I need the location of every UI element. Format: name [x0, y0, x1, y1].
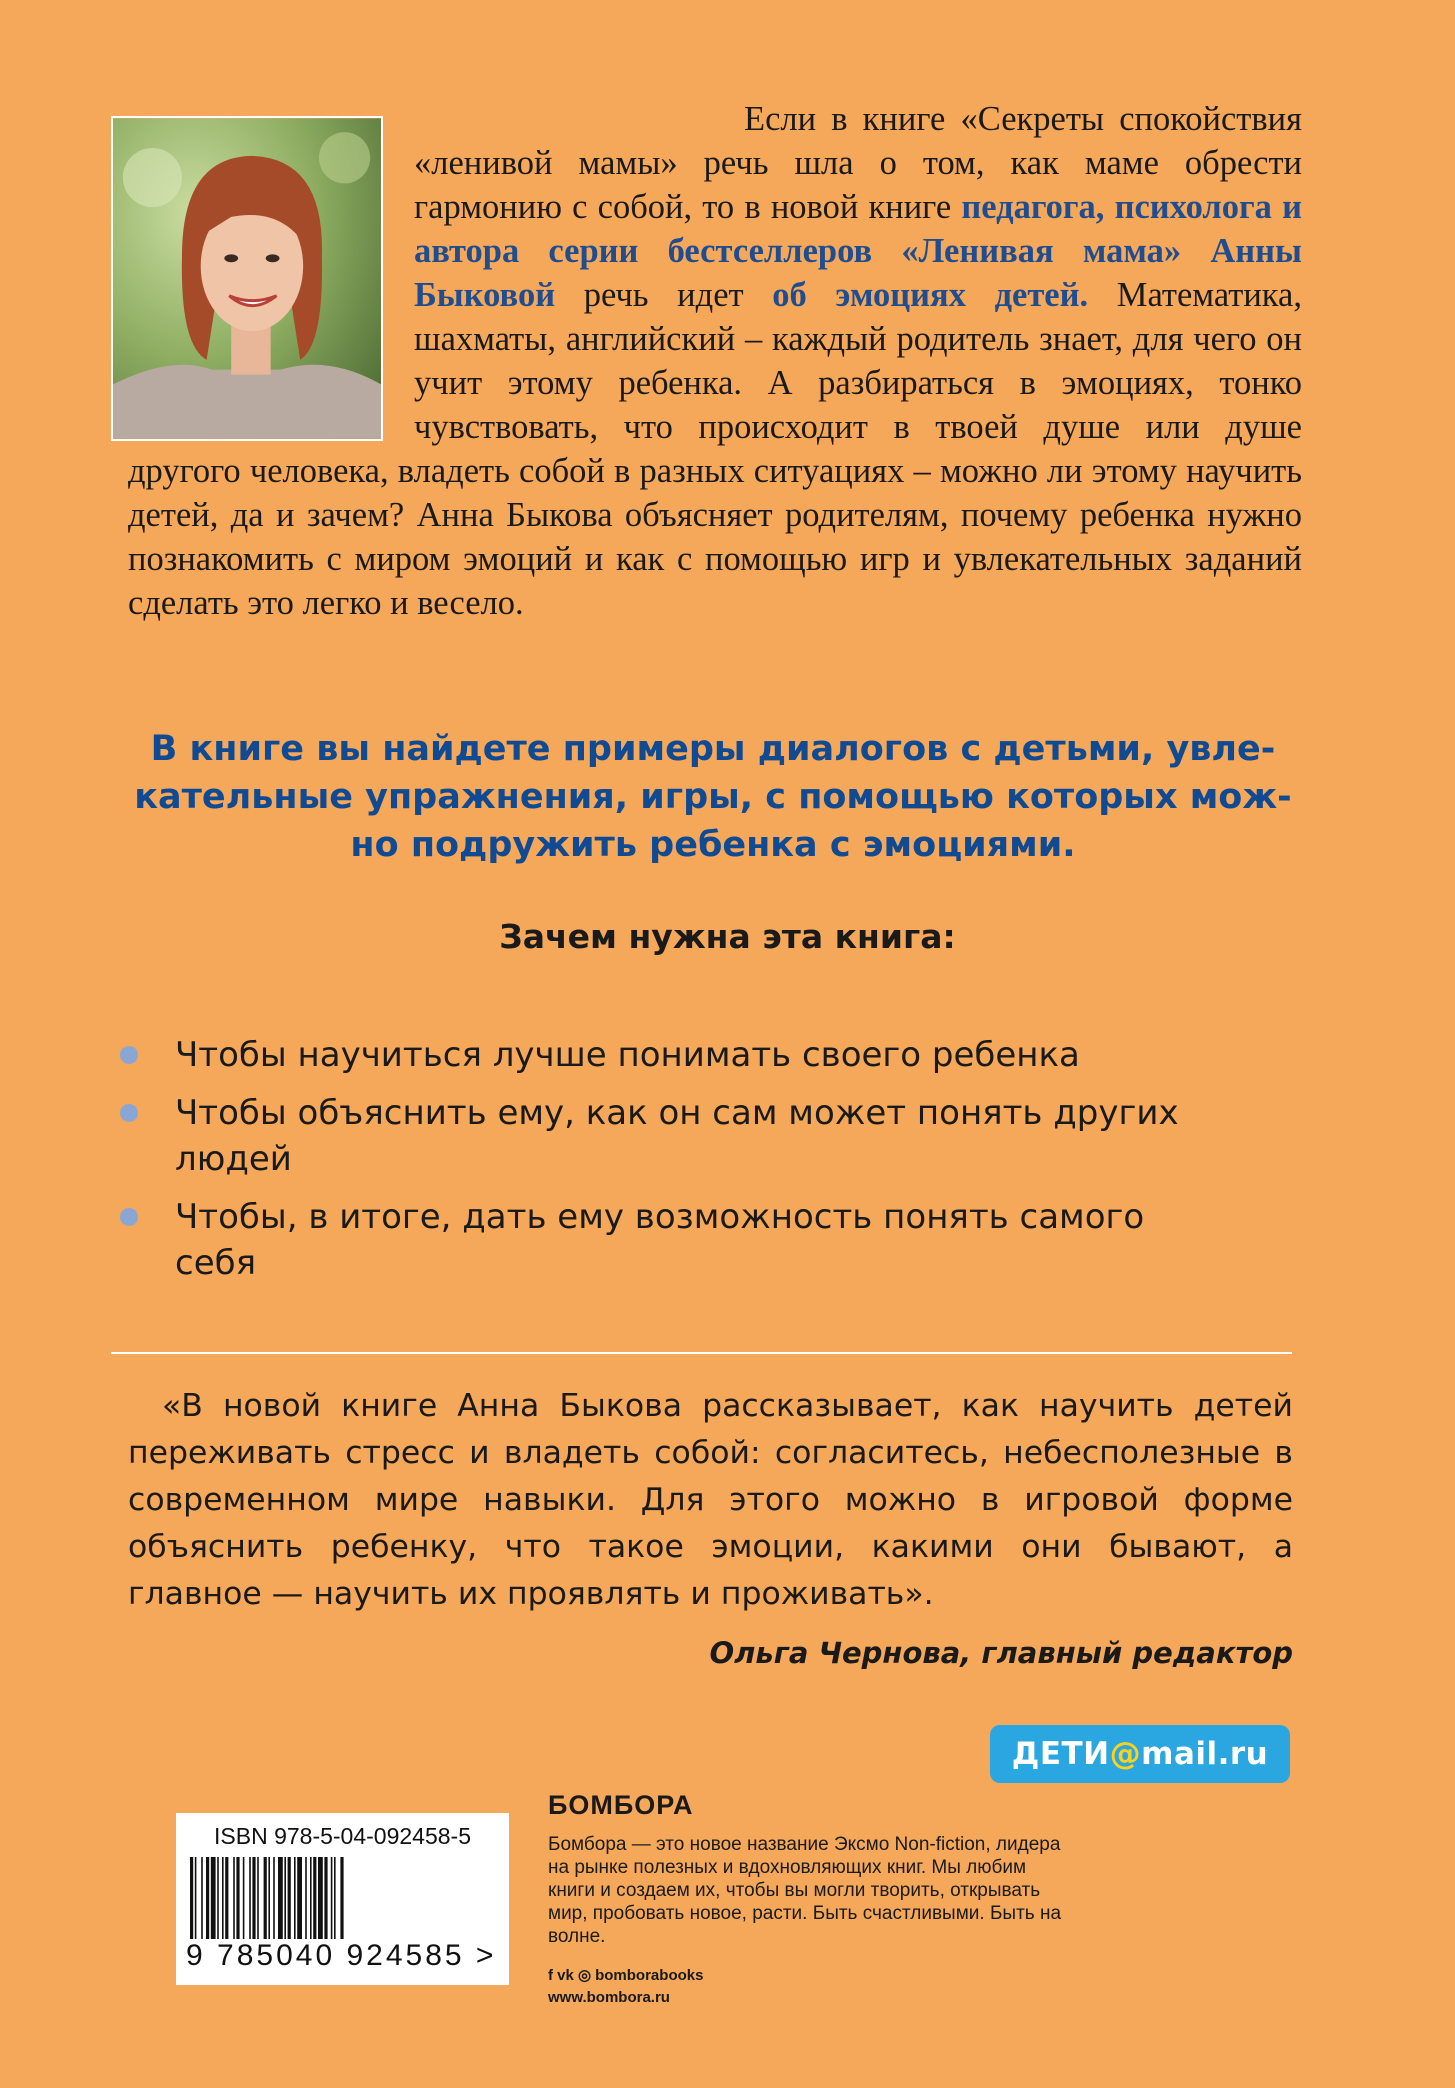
logo-part: mail.ru	[1141, 1736, 1269, 1772]
headline	[128, 725, 1298, 869]
deti-mail-logo	[990, 1725, 1290, 1783]
list-item	[120, 1032, 1180, 1078]
benefits-list	[120, 1032, 1180, 1298]
list-item-text: Чтобы научиться лучше понимать своего ребенка	[175, 1035, 1080, 1075]
list-item-text: Чтобы объяснить ему, как он сам может понять других людей	[175, 1093, 1179, 1179]
barcode	[176, 1813, 509, 1985]
isbn-text: ISBN 978-5-04-092458-5	[214, 1823, 471, 1849]
headline-line: кательные упражнения, игры, с помощью которых мож-	[134, 777, 1292, 817]
headline-line: В книге вы найдете примеры диалогов с детьми, увле-	[150, 729, 1276, 769]
publisher-description: Бомбора — это новое название Эксмо Non-fiction, лидера на рынке полезных и вдохновляющих книг. Мы любим книги и создаем их, чтобы вы могли творить, открывать мир, пробовать новое, расти. Быть счастливыми. Быть на волне.	[548, 1834, 1062, 1947]
intro-text-1: Если в книге «Секреты спокойствия «ленивой мамы» речь шла о том, как маме обрести гармонию с собой, то в новой книге	[414, 100, 1302, 226]
why-title: Зачем нужна эта книга:	[499, 917, 956, 956]
list-item-text: Чтобы, в итоге, дать ему возможность понять самого себя	[175, 1197, 1145, 1283]
list-item	[120, 1194, 1180, 1286]
social-links	[548, 1966, 703, 1984]
intro-text-2: речь идет	[555, 276, 773, 314]
barcode-bars-icon	[190, 1857, 495, 1939]
headline-line: но подружить ребенка с эмоциями.	[350, 825, 1076, 865]
photo-wrap-space	[128, 97, 414, 449]
quote-author: Ольга Чернова, главный редактор	[709, 1636, 1293, 1670]
publisher-name: БОМБОРА	[548, 1790, 694, 1820]
bullet-dot-icon	[120, 1104, 138, 1122]
intro-text-3: Математика, шахматы, английский – каждый родитель знает, для чего он учит этому ребенка. А разбираться в эмоциях, тонко чувствовать, что происходит в твоей душе или душе другого человека, владеть собой в разных ситуациях – можно ли этому научить детей, да и зачем? Анна Быкова объясняет родителям, почему ребенка нужно познакомить с миром эмоций и как с помощью игр и увлекательных заданий сделать это легко и весело.	[128, 276, 1302, 622]
social-handle: bomborabooks	[595, 1966, 704, 1984]
publisher-site: www.bombora.ru	[548, 1989, 670, 2006]
bullet-dot-icon	[120, 1208, 138, 1226]
intro-highlight-topic: об эмоциях детей.	[772, 276, 1089, 314]
list-item	[120, 1090, 1180, 1182]
logo-part: ДЕТИ	[1011, 1736, 1110, 1772]
ean-digits: 9 785040 924585 >	[186, 1939, 497, 1972]
bullet-dot-icon	[120, 1046, 138, 1064]
divider	[111, 1352, 1292, 1354]
intro-paragraph	[128, 97, 1302, 625]
intro-highlight-author: педагога, психолога и автора серии бестселлеров «Ленивая мама» Анны Быковой	[414, 188, 1302, 314]
social-icons: f vk ◎	[548, 1967, 592, 1984]
logo-at: @	[1109, 1736, 1142, 1772]
editor-quote: «В новой книге Анна Быкова рассказывает, как научить детей переживать стресс и владеть собой: согласитесь, небесполезные в современном мире навыки. Для этого можно в игровой форме объяснить ребенку, что такое эмоции, какими они бывают, а главное — научить их проявлять и проживать».	[128, 1388, 1293, 1612]
